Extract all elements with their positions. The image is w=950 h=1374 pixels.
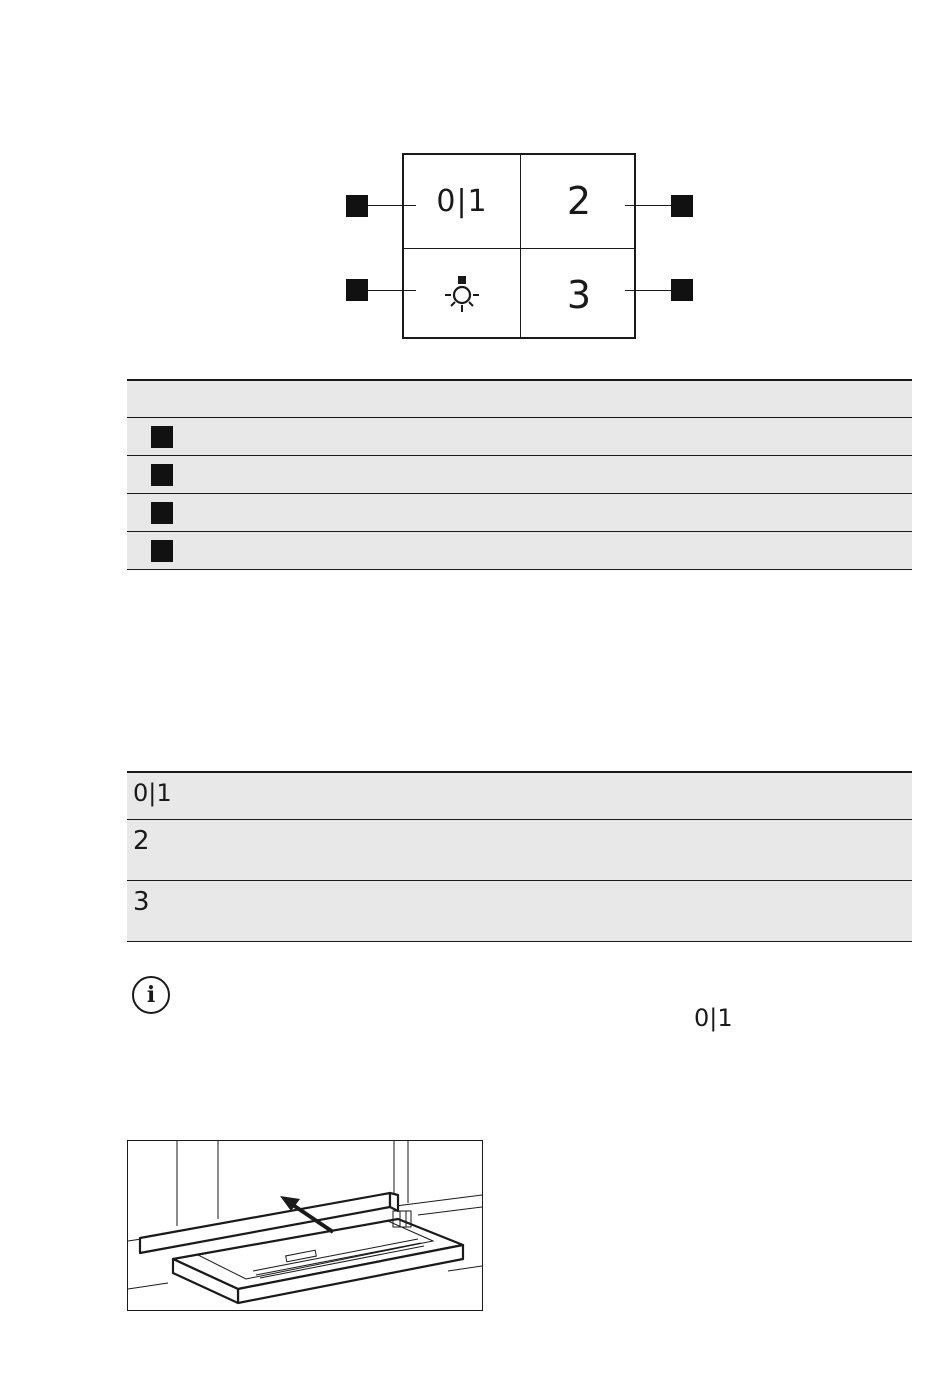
speed-2-button[interactable] bbox=[521, 155, 637, 247]
light-bulb-icon bbox=[440, 273, 484, 317]
key-marker bbox=[151, 426, 173, 448]
callout-leader-power bbox=[368, 205, 416, 206]
callout-marker-speed-3 bbox=[671, 279, 693, 301]
speed-2-button-label: 2 bbox=[566, 179, 592, 223]
callout-leader-light bbox=[368, 290, 416, 291]
symbol-speed-2: 2 bbox=[133, 826, 150, 856]
callout-leader-speed-2 bbox=[625, 205, 671, 206]
key-marker bbox=[151, 540, 173, 562]
symbol-table-row bbox=[127, 773, 912, 820]
speed-3-button-label: 3 bbox=[566, 273, 592, 317]
key-marker bbox=[151, 502, 173, 524]
hood-illustration bbox=[127, 1140, 483, 1311]
key-table-header bbox=[127, 381, 912, 418]
info-inline-power-symbol: 0|1 bbox=[694, 1004, 733, 1032]
symbol-power: 0|1 bbox=[133, 779, 172, 807]
key-table bbox=[127, 379, 912, 570]
callout-leader-speed-3 bbox=[625, 290, 671, 291]
power-button-label: 0|1 bbox=[436, 183, 488, 219]
info-icon: i bbox=[132, 976, 170, 1014]
speed-3-button[interactable] bbox=[521, 249, 637, 341]
key-table-row bbox=[127, 418, 912, 456]
key-table-row bbox=[127, 532, 912, 570]
symbol-table bbox=[127, 771, 912, 942]
key-table-row bbox=[127, 456, 912, 494]
symbol-speed-3: 3 bbox=[133, 887, 150, 917]
symbol-table-row bbox=[127, 881, 912, 942]
symbol-table-row bbox=[127, 820, 912, 881]
light-button[interactable] bbox=[404, 249, 520, 341]
key-marker bbox=[151, 464, 173, 486]
callout-marker-power bbox=[346, 195, 368, 217]
control-panel-diagram bbox=[402, 153, 636, 339]
power-button[interactable] bbox=[404, 155, 520, 247]
callout-marker-speed-2 bbox=[671, 195, 693, 217]
key-table-row bbox=[127, 494, 912, 532]
hood-drawing bbox=[128, 1141, 482, 1310]
callout-marker-light bbox=[346, 279, 368, 301]
